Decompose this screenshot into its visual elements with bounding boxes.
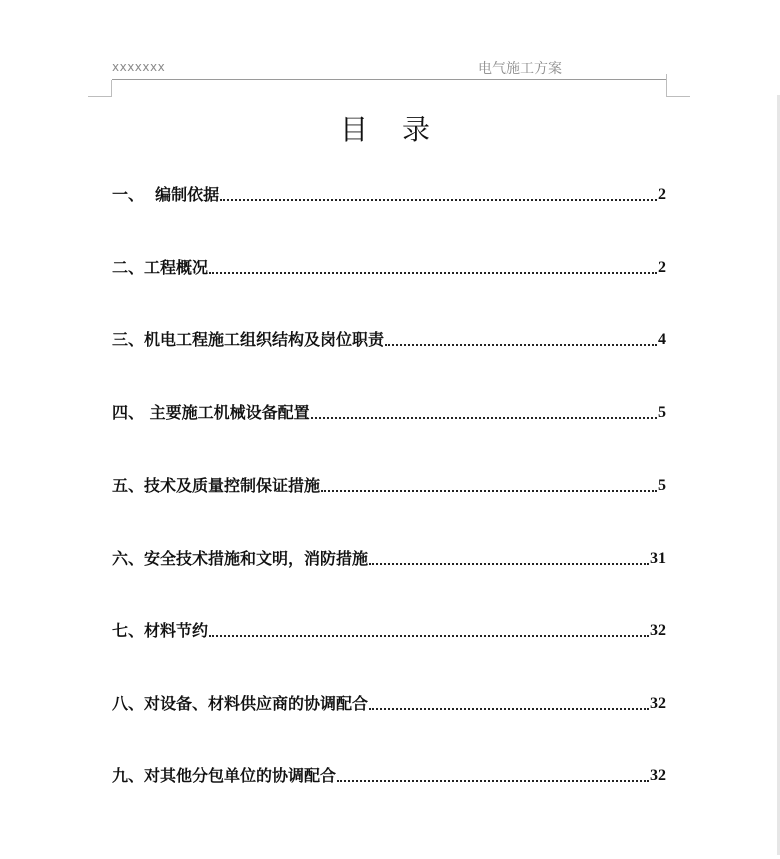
toc-entry[interactable] — [112, 326, 666, 350]
header-right-text: 电气施工方案 — [478, 61, 562, 77]
toc-entry[interactable] — [112, 399, 666, 423]
toc-page-number: 31 — [650, 550, 666, 567]
toc-dot-leader — [220, 199, 657, 201]
toc-page-number: 32 — [650, 622, 666, 639]
toc-entry[interactable] — [112, 545, 666, 569]
toc-page-number: 32 — [650, 695, 666, 712]
toc-page-number: 4 — [658, 331, 666, 348]
toc-entry-label: 六、安全技术措施和文明，消防措施 — [112, 549, 369, 568]
header-left-text: xxxxxxx — [112, 60, 166, 74]
toc-page-number: 32 — [650, 767, 666, 784]
toc-dot-leader — [209, 272, 657, 274]
page-title: 目录 — [339, 113, 464, 146]
toc-entry-label: 八、对设备、材料供应商的协调配合 — [112, 694, 369, 713]
toc-entry-label: 三、机电工程施工组织结构及岗位职责 — [112, 330, 385, 349]
toc-dot-leader — [209, 635, 649, 637]
toc-entry[interactable] — [112, 254, 666, 278]
toc-entry[interactable] — [112, 690, 666, 714]
crop-mark-top-right-horizontal — [666, 96, 690, 97]
crop-mark-top-right — [666, 74, 667, 96]
header-rule — [112, 79, 666, 80]
toc-page-number: 5 — [658, 477, 666, 494]
toc-dot-leader — [369, 563, 649, 565]
toc-page-number: 2 — [658, 186, 666, 203]
toc-entry[interactable] — [112, 617, 666, 641]
toc-entry[interactable] — [112, 181, 666, 205]
crop-mark-top-left — [111, 80, 112, 96]
toc-entry-label: 四、 主要施工机械设备配置 — [112, 403, 310, 422]
toc-entry-label: 九、对其他分包单位的协调配合 — [112, 766, 337, 785]
toc-dot-leader — [385, 344, 657, 346]
toc-page-number: 2 — [658, 259, 666, 276]
crop-mark-top-left-horizontal — [88, 96, 112, 97]
toc-dot-leader — [337, 780, 649, 782]
toc-dot-leader — [369, 708, 649, 710]
toc-entry-label: 五、技术及质量控制保证措施 — [112, 476, 321, 495]
toc-entry[interactable] — [112, 472, 666, 496]
toc-dot-leader — [321, 490, 657, 492]
toc-entry-label: 七、材料节约 — [112, 621, 209, 640]
toc-dot-leader — [311, 417, 657, 419]
toc-entry[interactable] — [112, 762, 666, 786]
toc-entry-label: 一、 编制依据 — [112, 185, 220, 204]
toc-entry-label: 二、工程概况 — [112, 258, 209, 277]
toc-page-number: 5 — [658, 404, 666, 421]
